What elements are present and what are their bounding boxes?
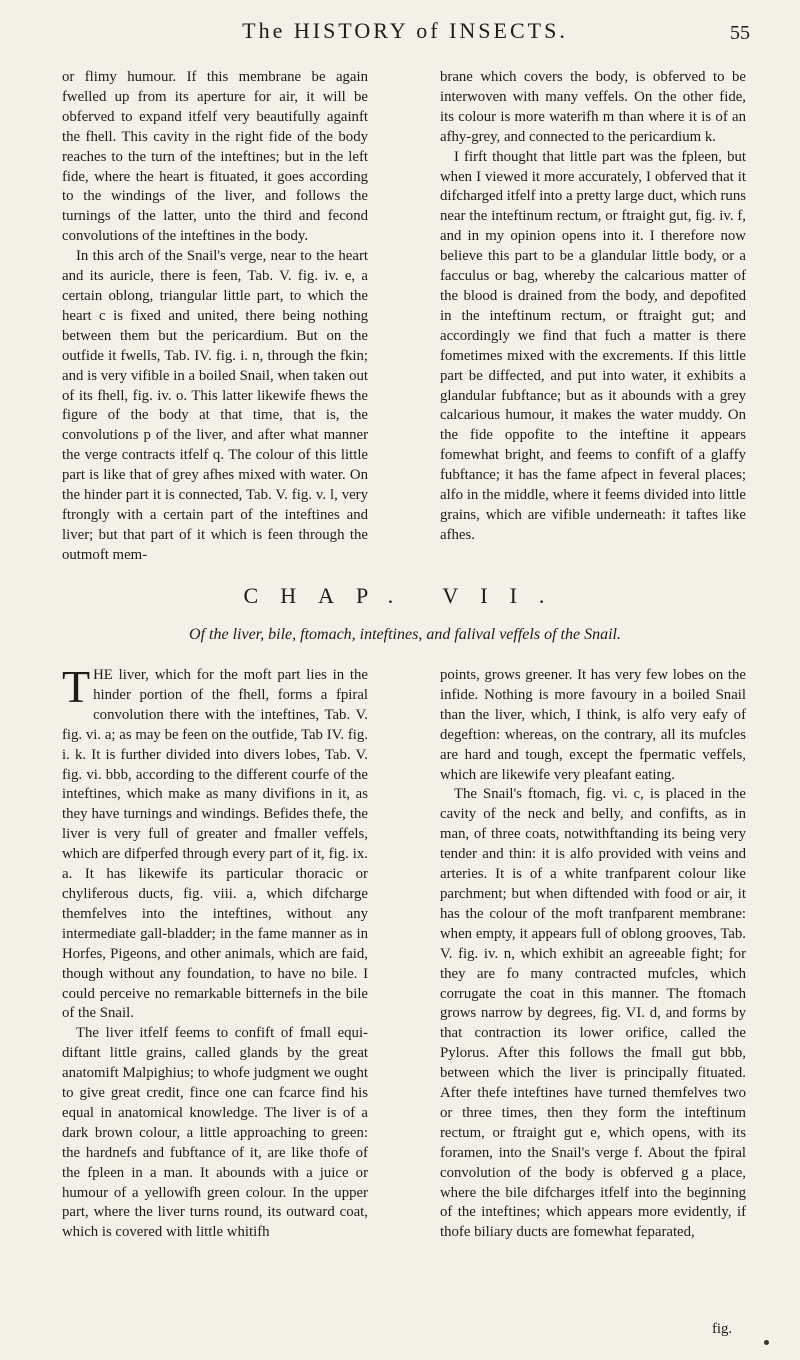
paragraph-text: HE liver, which for the moft part lies in the hinder portion of the fhell, forms a fpiral convolution there with the inteftines, Tab. V. fig. vi. a; as may be feen on the outfide, Tab IV. fig. i. k. It is further divided into divers lobes, Tab. V. fig. vi. bbb, according to the different courfe of the inteftines, which make as many divifions in it, as they have turnings and windings. Befides thefe, the liver is very full of greater and fmaller veffels, which are difperfed through every part of it, fig. ix. a. It has likewife its particular thoracic or chyliferous ducts, fig. viii. a, which difcharge themfelves into the inteftines, without any intermediate gall-bladder; in the fame manner as in Horfes, Pigeons, and other animals, which are faid, though without any foundation, to have no bile. I could perceive no remarkable bitternefs in the bile of the Snail. — [62, 667, 368, 1022]
paragraph: or flimy humour. If this membrane be again fwelled up from its aperture for air, it will be obferved to expand itfelf very beautifully againft the fhell. This cavity in the right fide of the body reaches to the turn of the inteftines; but in the left fide, where the heart is fituated, it goes according to the windings of the liver, and follows the turnings of the latter, unto the third and fecond convolutions of the inteftines in the body. — [62, 69, 368, 245]
paragraph — [62, 661, 368, 1024]
page-number: 55 — [730, 22, 750, 44]
catchword: fig. — [712, 1321, 733, 1337]
drop-cap: T — [62, 661, 91, 712]
bottom-left-column — [62, 661, 368, 1316]
top-right-column — [440, 68, 746, 546]
chapter-subtitle: Of the liver, bile, ftomach, inteftines, and falival veffels of the Snail. — [189, 626, 621, 643]
running-head — [60, 18, 750, 58]
paragraph: The liver itfelf feems to confift of fmall equi-diftant little grains, called glands by the great anatomift Malpighius; to whofe judgment we ought to give great credit, fince one can fcarce find his equal in anatomical knowledge. The liver is of a dark brown colour, a little approaching to green: the hardnefs and fubftance of it, are like thofe of the fpleen in a man. It abounds with a juice or humour of a yellowifh green colour. In the upper part, where the liver turns round, its outward coat, which is covered with little whitifh — [62, 1025, 368, 1241]
paragraph: points, grows greener. It has very few lobes on the infide. Nothing is more favoury in a boiled Snail than the liver, which, I think, is alfo very eafy of degeftion: whereas, on the contrary, all its mufcles are hard and tough, except the fpermatic veffels, which are likewife very pleafant eating. — [440, 667, 746, 783]
ink-mark — [764, 1340, 769, 1345]
bottom-right-column — [440, 666, 746, 1316]
running-title: The HISTORY of INSECTS. — [242, 18, 568, 43]
paragraph: brane which covers the body, is obferved to be interwoven with many veffels. On the other fide, its colour is more waterifh m than where it is of an afhy-grey, and connected to the pericardium k. — [440, 69, 746, 145]
top-left-column — [62, 68, 368, 566]
paragraph: I firft thought that little part was the fpleen, but when I viewed it more accurately, I obferved that it difcharged itfelf into a pretty large duct, which runs near the inteftinum rectum, or ftraight gut, fig. iv. f, and in my opinion opens into it. I therefore now believe this part to be a glandular little body, or a facculus or bag, whereby the calcarious matter of the blood is drained from the body, and depofited in the inteftinum rectum, or ftraight gut; and accordingly we find that fuch a matter is there fometimes mixed with the excrements. If this little part be diffected, and put into water, it exhibits a glandular fubftance; but as it abounds with a grey calcarious humour, it makes the water muddy. On the fide oppofite to the inteftine it appears fomewhat bright, and feems to confift of a glaffy fubftance; it has the fame afpect in feveral places; alfo in the middle, where it feems divided into little grains, which are vifible underneath: it taftes like afhes. — [440, 148, 746, 543]
paragraph: In this arch of the Snail's verge, near to the heart and its auricle, there is feen, Tab. V. fig. iv. e, a certain oblong, triangular little part, to which the heart c is fixed and united, there being nothing between them but the pericardium. But on the outfide it fwells, Tab. IV. fig. i. n, through the fkin; and is very vifible in a boiled Snail, when taken out of its fhell, fig. iv. o. This latter likewife fhews the figure of the body at that time, that is, the convolutions p of the liver, and after what manner the verge contracts itfelf q. The colour of this little part is like that of grey afhes mixed with water. On the hinder part it is connected, Tab. V. fig. v. l, very ftrongly with a certain part of the inteftines and liver; but that part of it which is feen through the outmoft mem- — [62, 248, 368, 563]
chapter-heading: CHAP. VII. — [243, 583, 567, 608]
paragraph: The Snail's ftomach, fig. vi. c, is placed in the cavity of the neck and belly, and confifts, as in man, of three coats, notwithftanding its being very tender and thin: it is alfo provided with veins and arteries. It is of a white tranfparent colour like parchment; but when diftended with food or air, it has the colour of the moft tranfparent membrane: when empty, it appears full of oblong grooves, Tab. V. fig. iv. n, which exhibit an agreeable fight; for they are fo many contracted mufcles, which corrugate the coat in this manner. The ftomach grows narrow by degrees, fig. VI. d, and forms by that contraction its lower orifice, called the Pylorus. After this follows the fmall gut bbb, between which the liver is principally fituated. After thefe inteftines have turned themfelves two or three times, then they form the inteftinum rectum, or ftraight gut e, which opens, with its foramen, into the Snail's verge f. About the fpiral convolution of the body is obferved g a place, where the bile difcharges itfelf into the beginning of the inteftines; which appears more evidently, if thofe biliary ducts are fomewhat feparated, — [440, 786, 746, 1241]
